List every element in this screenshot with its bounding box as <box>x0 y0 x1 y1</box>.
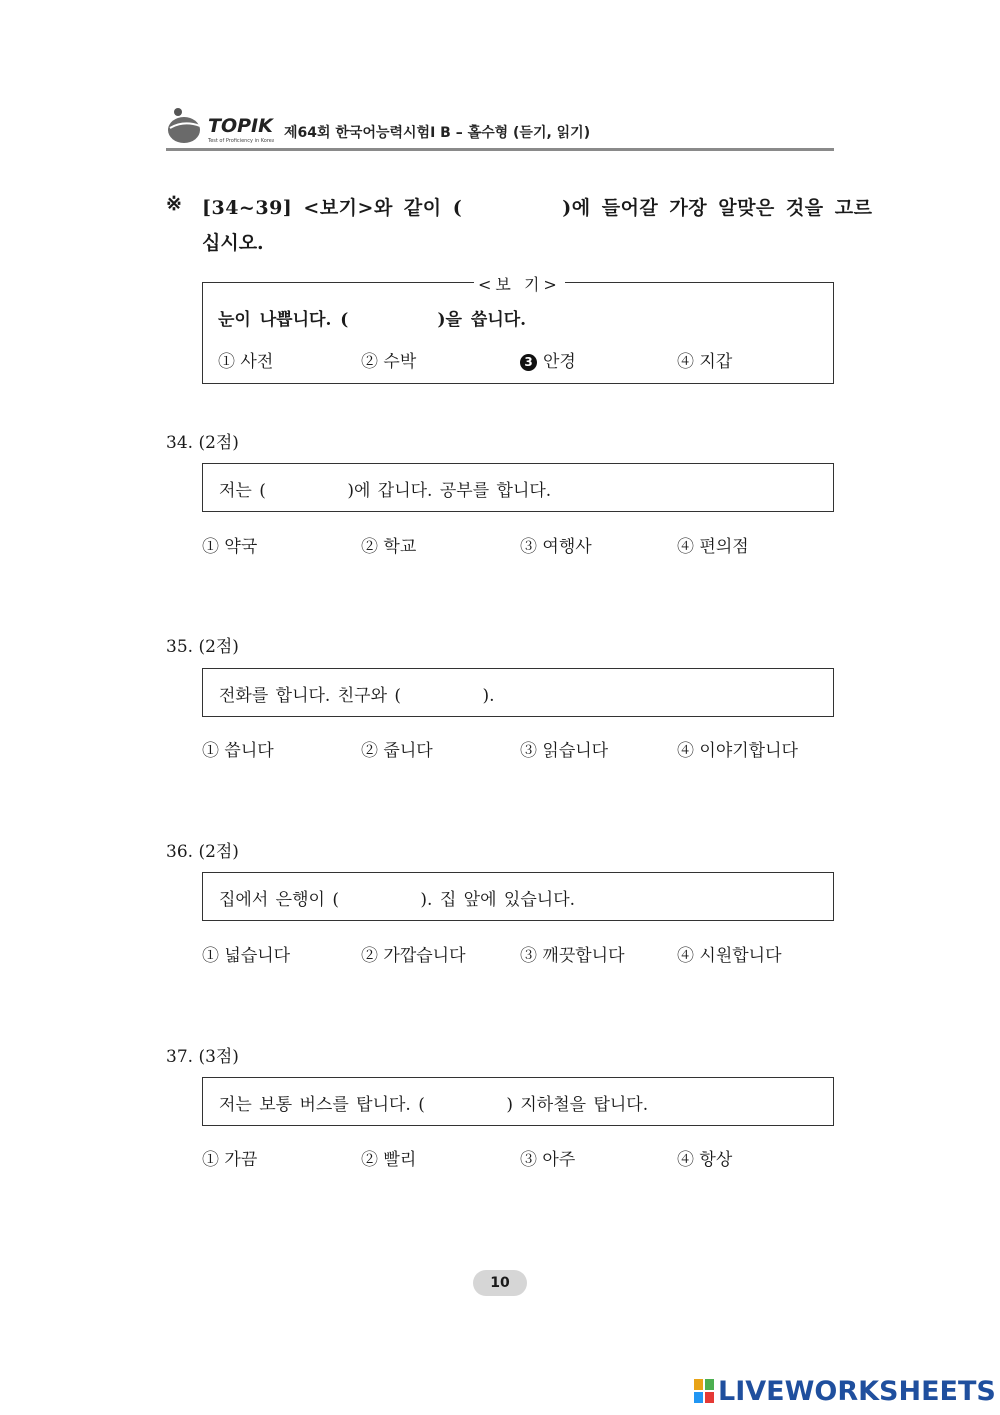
question-34-option-1[interactable]: ① 약국 <box>202 537 258 557</box>
question-35-option-4[interactable]: ④ 이야기합니다 <box>677 741 798 761</box>
example-sentence: 눈이 나쁩니다. ( )을 씁니다. <box>218 310 527 330</box>
question-34-option-3[interactable]: ③ 여행사 <box>520 537 592 557</box>
question-37-option-2[interactable]: ② 빨리 <box>361 1150 417 1170</box>
question-35-text: 전화를 합니다. 친구와 ( ). <box>219 686 495 706</box>
question-34-box <box>202 463 834 512</box>
page-number: 10 <box>473 1270 527 1296</box>
exam-title: 제64회 한국어능력시험Ⅰ B – 홀수형 (듣기, 읽기) <box>284 125 591 141</box>
question-37-head: 37. (3점) <box>166 1047 239 1067</box>
question-37-option-4[interactable]: ④ 항상 <box>677 1150 733 1170</box>
question-35-option-3[interactable]: ③ 읽습니다 <box>520 741 609 761</box>
question-36-head: 36. (2점) <box>166 842 239 862</box>
header-divider <box>166 148 834 151</box>
question-34-option-2[interactable]: ② 학교 <box>361 537 417 557</box>
question-36-box <box>202 872 834 921</box>
instruction-line-1: [34~39] <보기>와 같이 ( )에 들어갈 가장 알맞은 것을 고르 <box>202 197 873 219</box>
question-36-option-2[interactable]: ② 가깝습니다 <box>361 946 466 966</box>
answer-marker-icon: 3 <box>520 354 537 371</box>
example-label: <보 기> <box>474 272 565 295</box>
instruction-line-2: 십시오. <box>202 232 264 254</box>
liveworksheets-watermark[interactable] <box>694 1375 996 1407</box>
reference-mark: ※ <box>166 193 182 215</box>
question-35-head: 35. (2점) <box>166 637 239 657</box>
example-option-3 <box>520 347 576 372</box>
question-34-head: 34. (2점) <box>166 433 239 453</box>
example-option-4: ④ 지갑 <box>677 352 733 372</box>
question-35-option-1[interactable]: ① 씁니다 <box>202 741 274 761</box>
question-36-option-1[interactable]: ① 넓습니다 <box>202 946 291 966</box>
example-option-3-label: 안경 <box>543 352 576 372</box>
question-36-option-3[interactable]: ③ 깨끗합니다 <box>520 946 625 966</box>
question-35-option-2[interactable]: ② 줍니다 <box>361 741 433 761</box>
question-37-option-1[interactable]: ① 가끔 <box>202 1150 258 1170</box>
watermark-text: LIVEWORKSHEETS <box>718 1375 996 1407</box>
question-35-box <box>202 668 834 717</box>
topik-logo <box>166 106 274 146</box>
example-box <box>202 282 834 384</box>
question-34-option-4[interactable]: ④ 편의점 <box>677 537 749 557</box>
question-37-box <box>202 1077 834 1126</box>
question-37-option-3[interactable]: ③ 아주 <box>520 1150 576 1170</box>
logo-text: TOPIK <box>208 115 273 137</box>
example-option-2: ② 수박 <box>361 352 417 372</box>
question-36-option-4[interactable]: ④ 시원합니다 <box>677 946 782 966</box>
example-option-1: ① 사전 <box>218 352 274 372</box>
logo-subtext: Test of Proficiency in Korean <box>208 138 274 144</box>
question-37-text: 저는 보통 버스를 탑니다. ( ) 지하철을 탑니다. <box>219 1095 649 1115</box>
question-34-text: 저는 ( )에 갑니다. 공부를 합니다. <box>219 481 552 501</box>
liveworksheets-logo-icon <box>694 1379 714 1403</box>
question-36-text: 집에서 은행이 ( ). 집 앞에 있습니다. <box>219 890 576 910</box>
